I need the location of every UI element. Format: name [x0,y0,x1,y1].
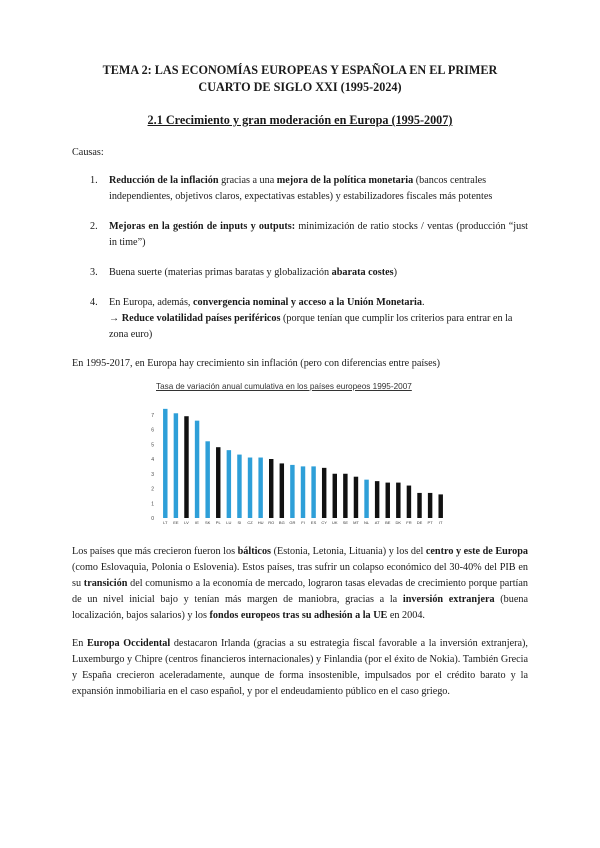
bar-mt [354,477,358,518]
x-tick-label: PL [215,520,221,525]
y-tick-label: 3 [151,471,154,478]
list-number: 3. [90,267,98,278]
body-text: (bancos centrales independientes, objetivos claros, expectativas estables) y estabilizadores fiscales más potentes [109,175,493,202]
bar-fr [407,486,411,518]
x-tick-label: LV [184,520,189,525]
body-text: (porque tenían que cumplir los criterios para entrar en la zona euro) [109,313,513,340]
list-number: 1. [90,175,98,186]
x-tick-label: FI [301,520,305,525]
x-tick-label: SK [204,520,211,525]
bar-hu [258,458,262,518]
body-text: Buena suerte (materias primas baratas y globalización [109,267,332,278]
bar-ro [269,459,273,518]
document-page [72,62,528,700]
chart-intro: En 1995-2017, en Europa hay crecimiento sin inflación (pero con diferencias entre países) [72,358,441,369]
y-tick-label: 2 [151,486,154,493]
bold-text: centro y este de Europa [425,546,528,557]
y-tick-label: 0 [151,516,154,522]
body-text: gracias a una [218,175,277,186]
x-tick-label: PT [427,520,433,525]
x-tick-label: UK [331,520,338,525]
x-tick-label: FR [406,520,412,525]
bold-text: inversión extranjera [402,594,495,605]
bold-text: abarata costes [331,267,394,278]
y-tick-label: 4 [151,457,154,463]
bar-ee [174,413,178,518]
bold-text: Europa Occidental [86,638,171,649]
body-text: en 2004. [387,610,425,621]
bar-cy [322,468,326,518]
body-text: ) [393,267,397,278]
bar-cz [248,458,252,518]
bar-pl [216,447,220,518]
bar-bg [280,463,284,518]
cause-item-4 [72,295,528,343]
x-tick-label: GR [289,520,296,525]
body-text: minimización de ratio stocks / ventas (producción “just in time”) [109,221,529,248]
bar-it [438,494,442,518]
y-tick-label: 1 [151,501,154,508]
x-tick-label: DE [416,520,423,525]
bold-text: Reducción de la inflación [109,175,219,186]
list-number: 2. [90,221,98,232]
bar-uk [333,474,337,518]
body-text: En [72,638,87,649]
x-tick-label: CZ [247,520,253,525]
cause-text [109,219,528,251]
x-tick-label: BG [278,520,285,525]
body-text: del comunismo a la economía de mercado, lograron tasas elevadas de crecimiento porque partían de un nivel inicial bajo y tenían más margen de maniobra, gracias a la [72,578,528,605]
x-tick-label: EE [173,520,179,525]
bar-pt [428,493,432,518]
bar-de [417,493,421,518]
x-tick-label: SI [237,520,242,525]
bar-lv [184,416,188,518]
bar-si [237,455,241,518]
bar-nl [364,480,368,518]
bold-text: Reduce volatilidad países periféricos [121,313,281,324]
x-tick-label: AT [374,520,380,525]
bar-gr [290,465,294,518]
section-heading: 2.1 Crecimiento y gran moderación en Europa (1995-2007) [147,113,453,127]
bar-dk [396,483,400,518]
body-text: (como Eslovaquia, Polonia o Eslovenia). Estos países, tras sufrir un colapso económico del 30-40% del PIB en su [72,562,528,589]
x-tick-label: IT [438,520,443,525]
list-number: 4. [90,297,98,308]
x-tick-label: RO [268,520,275,525]
title-line-2: CUARTO DE SIGLO XXI (1995-2024) [198,80,402,94]
x-tick-label: BE [385,520,391,525]
x-tick-label: MT [353,520,359,525]
x-tick-label: NL [363,520,370,525]
arrow-icon: → [109,313,122,324]
x-tick-label: CY [321,520,327,525]
bar-lu [227,450,231,518]
x-tick-label: LT [163,520,168,525]
bar-fi [301,466,305,518]
bar-se [343,474,347,518]
x-tick-label: SE [342,520,349,525]
bar-at [375,481,379,518]
bold-text: Mejoras en la gestión de inputs y outputs: [109,221,296,232]
body-text: Los países que más crecieron fueron los [72,546,238,557]
cause-item-1 [72,173,528,205]
body-text: (Estonia, Letonia, Lituania) y los del [271,546,426,557]
body-text: . [421,297,425,308]
body-text: (buena localización, bajos salarios) y los [72,594,528,621]
bar-ie [195,421,199,518]
causes-list [72,173,528,343]
y-tick-label: 7 [151,412,154,419]
bar-be [386,483,390,518]
document-title [72,62,528,96]
bar-lt [163,409,167,518]
bar-es [311,466,315,518]
paragraph-western-europe [72,636,528,700]
bold-text: bálticos [237,546,272,557]
body-text: destacaron Irlanda (gracias a su estrategia fiscal favorable a la inversión extranjera), Luxemburgo y Chipre (centros financieros internacionales) y Finlandia (por el éxito de Nokia). También Grecia y España crecieron aceleradamente, aunque de forma insostenible, impulsados por el crédito barato y la expansión inmobiliaria en el caso español, y por el endeudamiento público en el caso griego. [72,638,528,697]
y-tick-label: 5 [151,442,154,449]
cause-item-2 [72,219,528,251]
y-tick-label: 6 [151,427,154,434]
bold-text: convergencia nominal y acceso a la Unión Monetaria [193,297,422,308]
causes-label: Causas: [72,147,104,158]
x-tick-label: IE [195,520,199,525]
body-text: En Europa, además, [109,297,194,308]
x-tick-label: LU [226,520,232,525]
cause-item-3 [72,265,528,281]
x-tick-label: ES [310,520,317,525]
chart-plot [146,396,448,534]
growth-chart [146,382,448,534]
bold-text: transición [83,578,128,589]
paragraph-growth-east [72,544,528,624]
x-tick-label: HU [257,520,264,525]
title-line-1: TEMA 2: LAS ECONOMÍAS EUROPEAS Y ESPAÑOLA EN EL PRIMER [102,63,498,77]
x-tick-label: DK [395,520,402,525]
bold-text: mejora de la política monetaria [276,175,414,186]
bold-text: fondos europeos tras su adhesión a la UE [209,610,388,621]
bar-sk [205,441,209,518]
chart-title: Tasa de variación anual cumulativa en los países europeos 1995-2007 [156,382,412,391]
